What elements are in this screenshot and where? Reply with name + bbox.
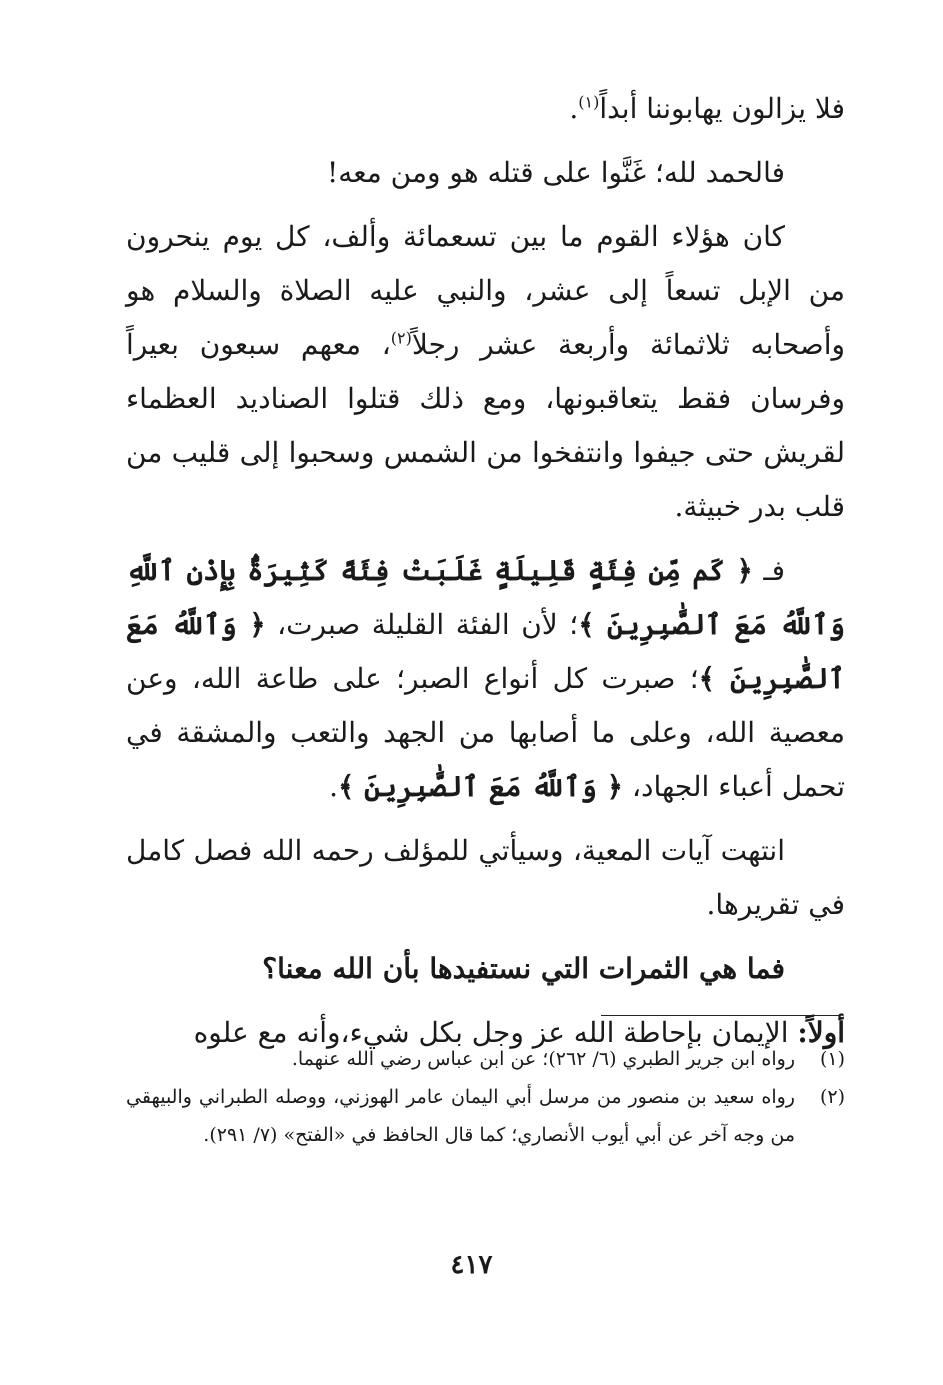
footnote-number: (٢) <box>819 1086 845 1108</box>
quran-verse-1: ﴿ كَم مِّن فِئَةٍ قَلِيلَةٍ غَلَبَتْ فِئَةً كَثِيرَةًۢ بِإِذْنِ ٱللَّهِ وَٱللَّهُ مَعَ ٱلصَّٰبِرِينَ ﴾ <box>126 554 846 641</box>
paragraph-2: فالحمد لله؛ غَنَّوا على قتله هو ومن معه! <box>326 156 785 189</box>
paragraph-1: فلا يزالون يهابوننا أبداً$^{(١)}$. <box>569 92 845 125</box>
paragraph-3: كان هؤلاء القوم ما بين تسعمائة وألف، كل يوم ينحرون من الإبل تسعاً إلى عشر، والنبي عليه الصلاة والسلام هو وأصحابه ثلاثمائة وأربعة عشر رجلاً$^{(٢)}$، معهم سبعون بعيراً وفرسان فقط يتعاقبونها، ومع ذلك قتلوا الصناديد العظماء لقريش حتى جيفوا وانتفخوا من الشمس وسحبوا إلى قليب من قلب بدر خبيثة. <box>126 220 845 523</box>
footnote-text: رواه سعيد بن منصور من مرسل أبي اليمان عامر الهوزني، ووصله الطبراني والبيهقي من وجه آخر عن أبي أيوب الأنصاري؛ كما قال الحافظ في «الفتح» (٧/ ٢٩١). <box>126 1086 795 1146</box>
quran-verse-3: ﴿ وَٱللَّهُ مَعَ ٱلصَّٰبِرِينَ ﴾ <box>337 770 624 803</box>
quran-verse-2: ﴿ وَٱللَّهُ مَعَ ٱلصَّٰبِرِينَ ﴾ <box>126 608 845 695</box>
main-text <box>126 82 845 1070</box>
footnote-ref-1[interactable]: (١) <box>578 92 600 112</box>
page-number: ٤١٧ <box>450 1250 493 1280</box>
point-label: أولاً: <box>797 1016 845 1049</box>
paragraph-5: انتهت آيات المعية، وسيأتي للمؤلف رحمه الله فصل كامل في تقريرها. <box>126 834 845 921</box>
footnote-ref-2[interactable]: (٢) <box>390 328 412 348</box>
paragraph-4: فـ ﴿ كَم مِّن فِئَةٍ قَلِيلَةٍ غَلَبَتْ فِئَةً كَثِيرَةًۢ بِإِذْنِ ٱللَّهِ وَٱللَّهُ مَعَ ٱلصَّٰبِرِينَ ﴾؛ لأن الفئة القليلة صبرت، ﴿ وَٱللَّهُ مَعَ ٱلصَّٰبِرِينَ ﴾؛ صبرت كل أنواع الصبر؛ على طاعة الله، وعن معصية الله، وعلى ما أصابها من الجهد والتعب والمشقة في تحمل أعباء الجهاد، ﴿ وَٱللَّهُ مَعَ ٱلصَّٰبِرِينَ ﴾. <box>126 554 846 803</box>
section-heading: فما هي الثمرات التي نستفيدها بأن الله معنا؟ <box>262 952 785 985</box>
footnote-number: (١) <box>819 1048 845 1070</box>
paragraph-6: أولاً: الإيمان بإحاطة الله عز وجل بكل شيء،وأنه مع علوه <box>193 1016 845 1049</box>
footnote-2 <box>126 1078 845 1154</box>
footnote-1 <box>126 1040 845 1078</box>
footnotes <box>126 1040 845 1154</box>
footnote-text: رواه ابن جرير الطبري (٦/ ٢٦٢)؛ عن ابن عباس رضي الله عنهما. <box>291 1048 795 1070</box>
footnote-divider <box>601 1015 841 1016</box>
